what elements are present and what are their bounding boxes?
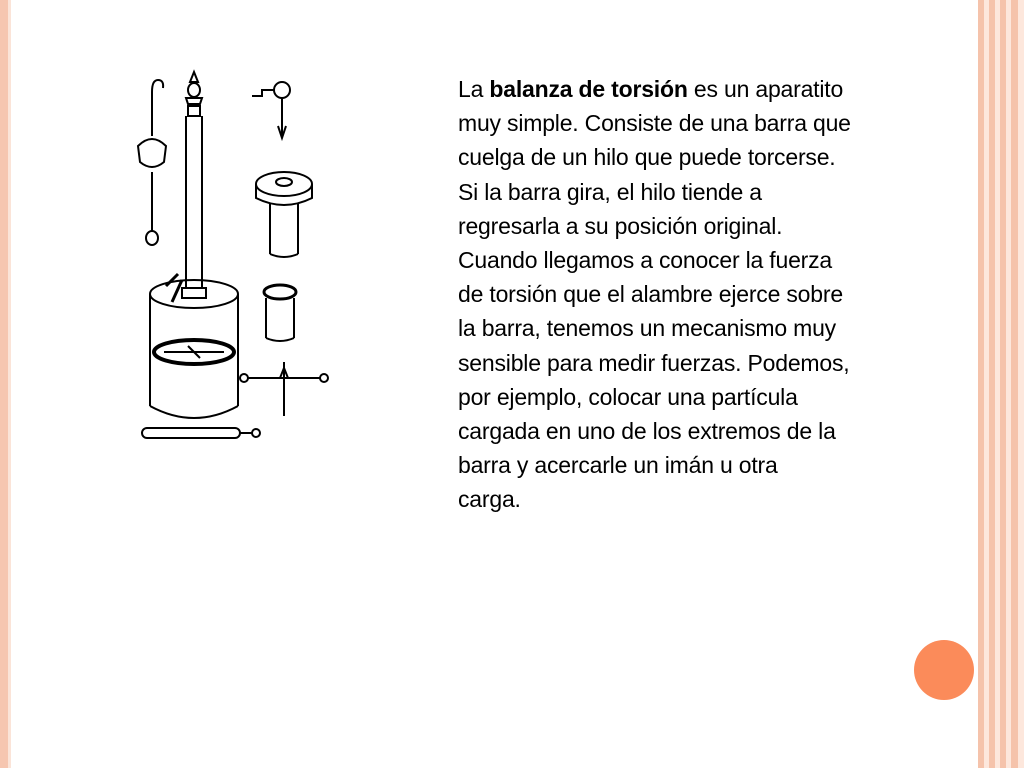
text-line: de torsión que el alambre ejerce sobre [458, 281, 843, 308]
text-line: Cuando llegamos a conocer la fuerza [458, 247, 833, 274]
text-line: cargada en uno de los extremos de la [458, 418, 836, 445]
text-line: muy simple. Consiste de una barra que [458, 110, 851, 137]
needle-part [240, 362, 328, 416]
slide-body-text [458, 72, 968, 517]
bold-term: balanza de torsión [489, 76, 688, 102]
text-prefix: La [458, 76, 490, 102]
frame-left-stripe [0, 0, 8, 768]
knob-hook-part [252, 82, 290, 138]
text-line: regresarla a su posición original. [458, 212, 783, 239]
hook-weight-part [138, 80, 166, 245]
text-line: barra y acercarle un imán u otra [458, 452, 778, 479]
central-column-part [182, 72, 206, 298]
rod-part [142, 428, 260, 438]
text-line: por ejemplo, colocar una partícula [458, 383, 798, 410]
text-line: la barra, tenemos un mecanismo muy [458, 315, 836, 342]
accent-circle [914, 640, 974, 700]
text-line: Si la barra gira, el hilo tiende a [458, 178, 762, 205]
cap-part [256, 172, 312, 257]
glass-cylinder-part [150, 274, 238, 418]
tube-part [264, 285, 296, 341]
text-line: es un aparatito [687, 76, 844, 102]
text-line: carga. [458, 486, 521, 513]
text-line: cuelga de un hilo que puede torcerse. [458, 144, 836, 171]
text-line: sensible para medir fuerzas. Podemos, [458, 349, 850, 376]
frame-right-stripes [978, 0, 1024, 768]
frame-stripe [1011, 0, 1018, 768]
torsion-balance-illustration [130, 66, 340, 451]
frame-stripe [1018, 0, 1024, 768]
